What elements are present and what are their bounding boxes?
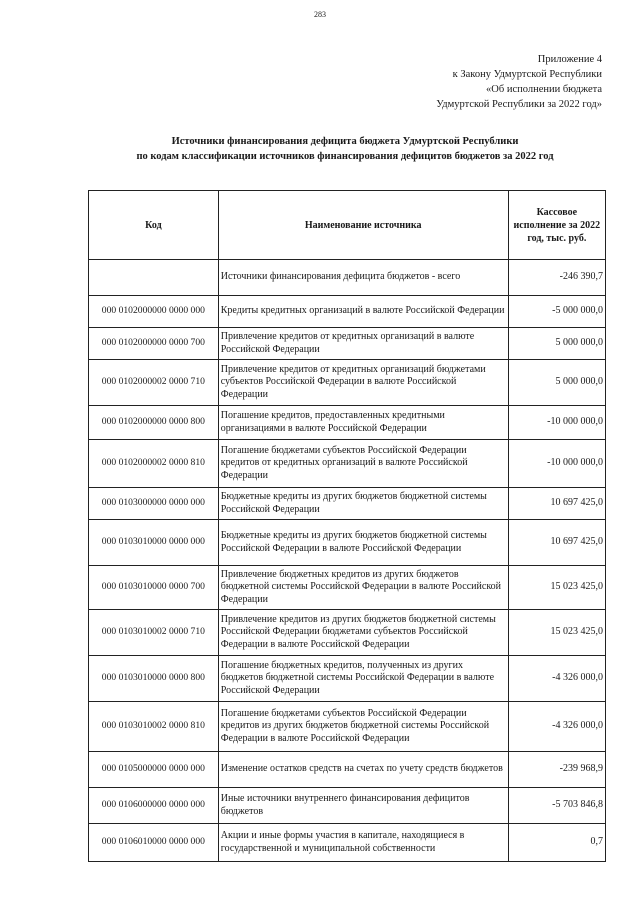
row-code: 000 0102000002 0000 710 <box>89 360 219 406</box>
row-code: 000 0102000000 0000 700 <box>89 328 219 360</box>
table-row <box>89 702 606 752</box>
row-amount: 0,7 <box>508 824 605 862</box>
row-amount: -239 968,9 <box>508 752 605 788</box>
row-code: 000 0102000000 0000 000 <box>89 296 219 328</box>
row-amount: 5 000 000,0 <box>508 328 605 360</box>
row-name: Кредиты кредитных организаций в валюте Российской Федерации <box>218 296 508 328</box>
row-name: Погашение кредитов, предоставленных кредитными организациями в валюте Российской Федерации <box>218 406 508 440</box>
table-row <box>89 328 606 360</box>
row-name: Привлечение бюджетных кредитов из других бюджетов бюджетной системы Российской Федерации в валюте Российской Федерации <box>218 566 508 610</box>
table-row <box>89 360 606 406</box>
appendix-line: «Об исполнении бюджета <box>486 84 602 95</box>
row-amount: -4 326 000,0 <box>508 702 605 752</box>
header-amount: Кассовое исполнение за 2022 год, тыс. руб. <box>508 191 605 260</box>
row-amount: -4 326 000,0 <box>508 656 605 702</box>
row-amount: -10 000 000,0 <box>508 406 605 440</box>
row-code: 000 0105000000 0000 000 <box>89 752 219 788</box>
table-row <box>89 752 606 788</box>
row-code: 000 0103000000 0000 000 <box>89 488 219 520</box>
row-code: 000 0103010002 0000 710 <box>89 610 219 656</box>
title-line: по кодам классификации источников финансирования дефицитов бюджетов за 2022 год <box>136 151 554 162</box>
title-line: Источники финансирования дефицита бюджета Удмуртской Республики <box>171 136 519 147</box>
row-amount: 10 697 425,0 <box>508 520 605 566</box>
appendix-line: Приложение 4 <box>537 54 602 65</box>
row-code: 000 0103010002 0000 810 <box>89 702 219 752</box>
row-code: 000 0106000000 0000 000 <box>89 788 219 824</box>
table-row <box>89 566 606 610</box>
row-code: 000 0103010000 0000 800 <box>89 656 219 702</box>
row-amount: 15 023 425,0 <box>508 566 605 610</box>
row-name: Акции и иные формы участия в капитале, находящиеся в государственной и муниципальной собственности <box>218 824 508 862</box>
row-name: Погашение бюджетных кредитов, полученных из других бюджетов бюджетной системы Российской Федерации в валюте Российской Федерации <box>218 656 508 702</box>
row-code: 000 0102000002 0000 810 <box>89 440 219 488</box>
row-name: Бюджетные кредиты из других бюджетов бюджетной системы Российской Федерации в валюте Российской Федерации <box>218 520 508 566</box>
table-row <box>89 260 606 296</box>
row-amount: -5 703 846,8 <box>508 788 605 824</box>
row-name: Бюджетные кредиты из других бюджетов бюджетной системы Российской Федерации <box>218 488 508 520</box>
row-amount: 10 697 425,0 <box>508 488 605 520</box>
row-code: 000 0103010000 0000 000 <box>89 520 219 566</box>
appendix-heading <box>436 52 602 112</box>
row-code: 000 0102000000 0000 800 <box>89 406 219 440</box>
financing-sources-table <box>88 190 606 862</box>
header-name: Наименование источника <box>218 191 508 260</box>
table-row <box>89 656 606 702</box>
header-code: Код <box>89 191 219 260</box>
table-row <box>89 520 606 566</box>
row-code <box>89 260 219 296</box>
row-name: Источники финансирования дефицита бюджетов - всего <box>218 260 508 296</box>
row-name: Иные источники внутреннего финансирования дефицитов бюджетов <box>218 788 508 824</box>
table-row <box>89 824 606 862</box>
row-amount: 15 023 425,0 <box>508 610 605 656</box>
row-name: Погашение бюджетами субъектов Российской Федерации кредитов от кредитных организаций в валюте Российской Федерации <box>218 440 508 488</box>
table-row <box>89 788 606 824</box>
row-code: 000 0103010000 0000 700 <box>89 566 219 610</box>
row-name: Привлечение кредитов от кредитных организаций бюджетами субъектов Российской Федерации в валюте Российской Федерации <box>218 360 508 406</box>
table-row <box>89 406 606 440</box>
row-name: Привлечение кредитов из других бюджетов бюджетной системы Российской Федерации бюджетами субъектов Российской Федерации в валюте Российской Федерации <box>218 610 508 656</box>
appendix-line: к Закону Удмуртской Республики <box>452 69 602 80</box>
row-name: Привлечение кредитов от кредитных организаций в валюте Российской Федерации <box>218 328 508 360</box>
appendix-line: Удмуртской Республики за 2022 год» <box>436 99 602 110</box>
row-name: Погашение бюджетами субъектов Российской Федерации кредитов из других бюджетов бюджетной системы Российской Федерации в валюте Российской Федерации <box>218 702 508 752</box>
document-title <box>60 134 630 164</box>
row-code: 000 0106010000 0000 000 <box>89 824 219 862</box>
table-row <box>89 296 606 328</box>
row-amount: -10 000 000,0 <box>508 440 605 488</box>
page-number: 283 <box>314 10 326 19</box>
table-row <box>89 440 606 488</box>
row-amount: -5 000 000,0 <box>508 296 605 328</box>
table-row <box>89 610 606 656</box>
table-row <box>89 488 606 520</box>
table-header-row <box>89 191 606 260</box>
row-name: Изменение остатков средств на счетах по учету средств бюджетов <box>218 752 508 788</box>
row-amount: 5 000 000,0 <box>508 360 605 406</box>
row-amount: -246 390,7 <box>508 260 605 296</box>
